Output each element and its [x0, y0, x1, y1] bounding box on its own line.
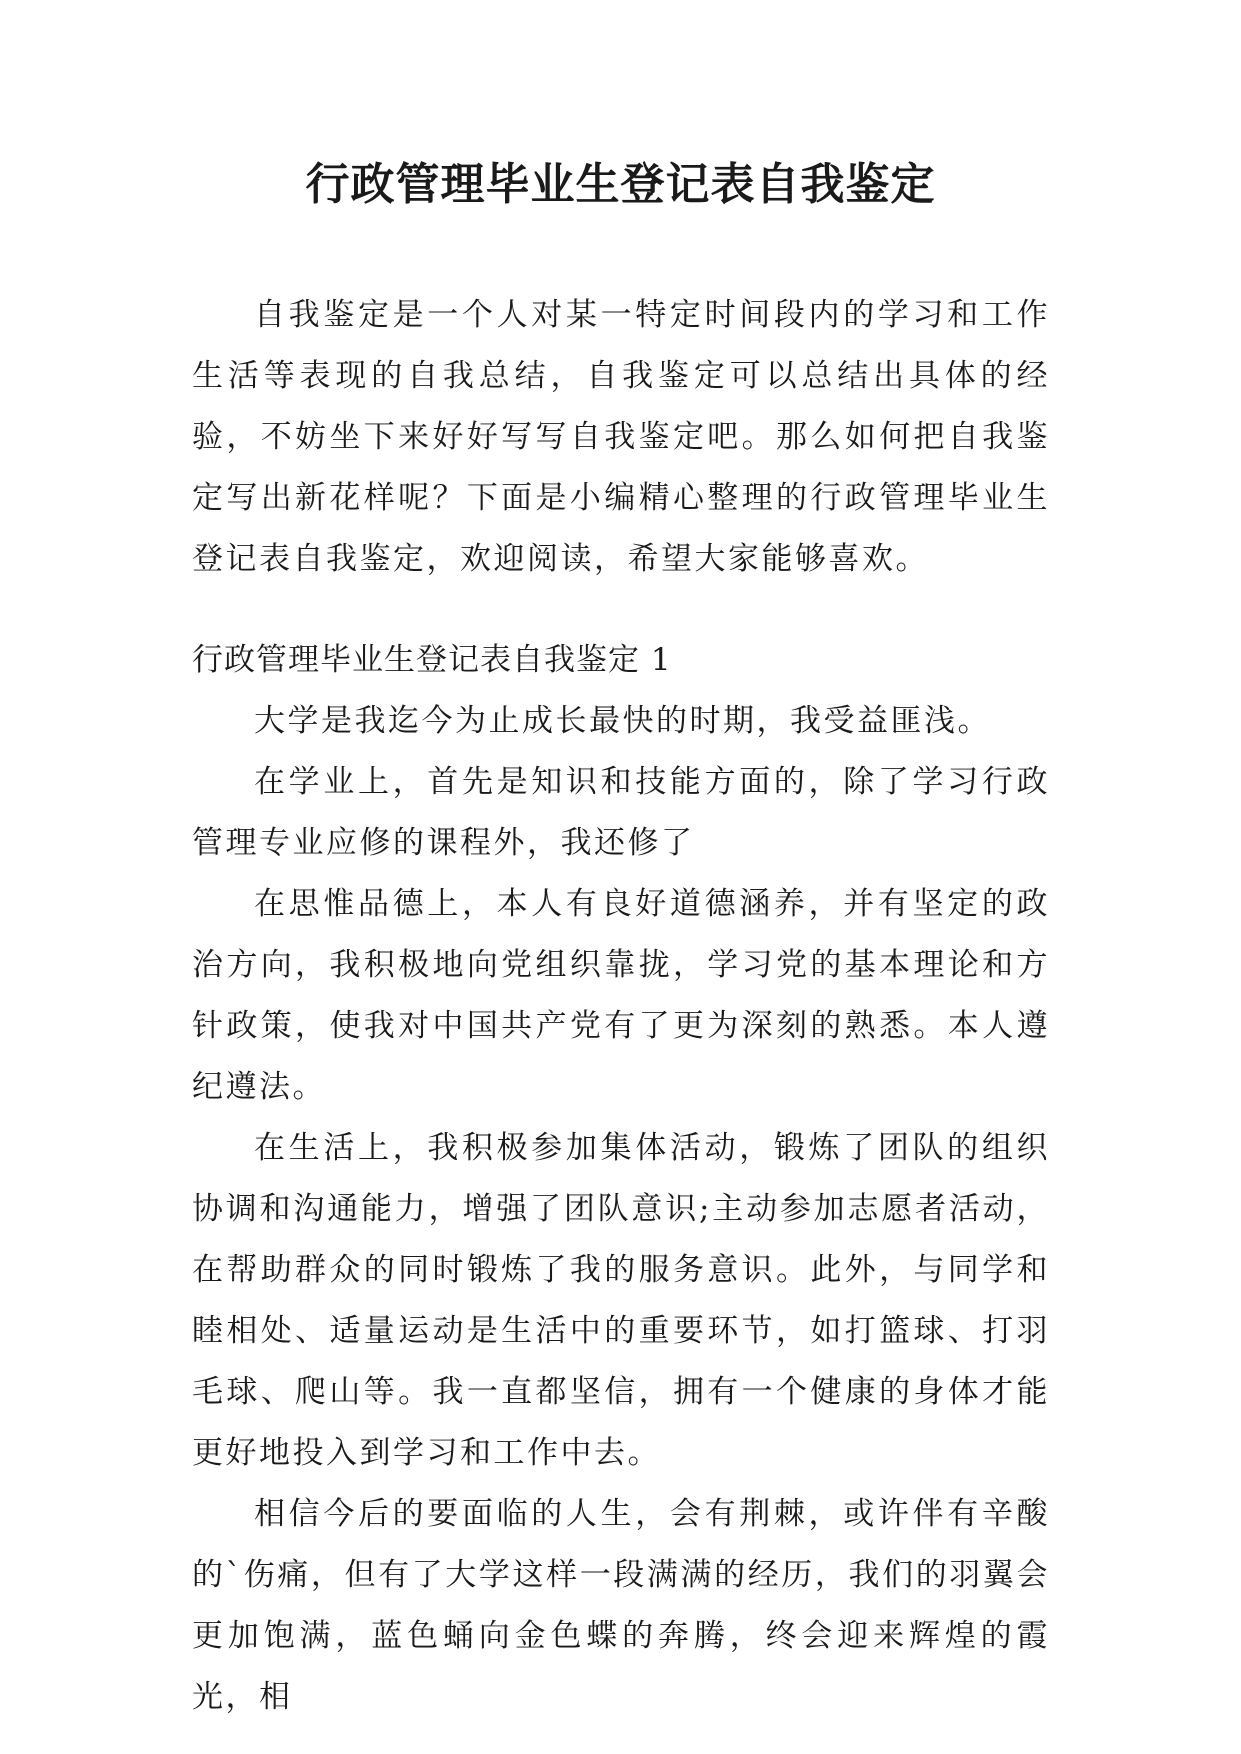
document-title: 行政管理毕业生登记表自我鉴定: [305, 159, 936, 210]
body-paragraph: 在学业上，首先是知识和技能方面的，除了学习行政管理专业应修的课程外，我还修了: [192, 764, 1050, 861]
intro-paragraph: 自我鉴定是一个人对某一特定时间段内的学习和工作生活等表现的自我总结，自我鉴定可以总结出具体的经验，不妨坐下来好好写写自我鉴定吧。那么如何把自我鉴定写出新花样呢？下面是小编精心整理的行政管理毕业生登记表自我鉴定，欢迎阅读，希望大家能够喜欢。: [192, 297, 1050, 577]
body-paragraph: 在思惟品德上，本人有良好道德涵养，并有坚定的政治方向，我积极地向党组织靠拢，学习党的基本理论和方针政策，使我对中国共产党有了更为深刻的熟悉。本人遵纪遵法。: [192, 886, 1050, 1105]
document-body: [192, 285, 1050, 1728]
body-paragraph: 大学是我迄今为止成长最快的时期，我受益匪浅。: [254, 703, 991, 739]
body-paragraph: 在生活上，我积极参加集体活动，锻炼了团队的组织协调和沟通能力，增强了团队意识;主动参加志愿者活动，在帮助群众的同时锻炼了我的服务意识。此外，与同学和睦相处、适量运动是生活中的重要环节，如打篮球、打羽毛球、爬山等。我一直都坚信，拥有一个健康的身体才能更好地投入到学习和工作中去。: [192, 1130, 1050, 1471]
body-paragraph: 相信今后的要面临的人生，会有荆棘，或许伴有辛酸的`伤痛，但有了大学这样一段满满的经历，我们的羽翼会更加饱满，蓝色蛹向金色蝶的奔腾，终会迎来辉煌的霞光，相: [192, 1496, 1050, 1715]
section-heading: 行政管理毕业生登记表自我鉴定 1: [192, 642, 672, 678]
